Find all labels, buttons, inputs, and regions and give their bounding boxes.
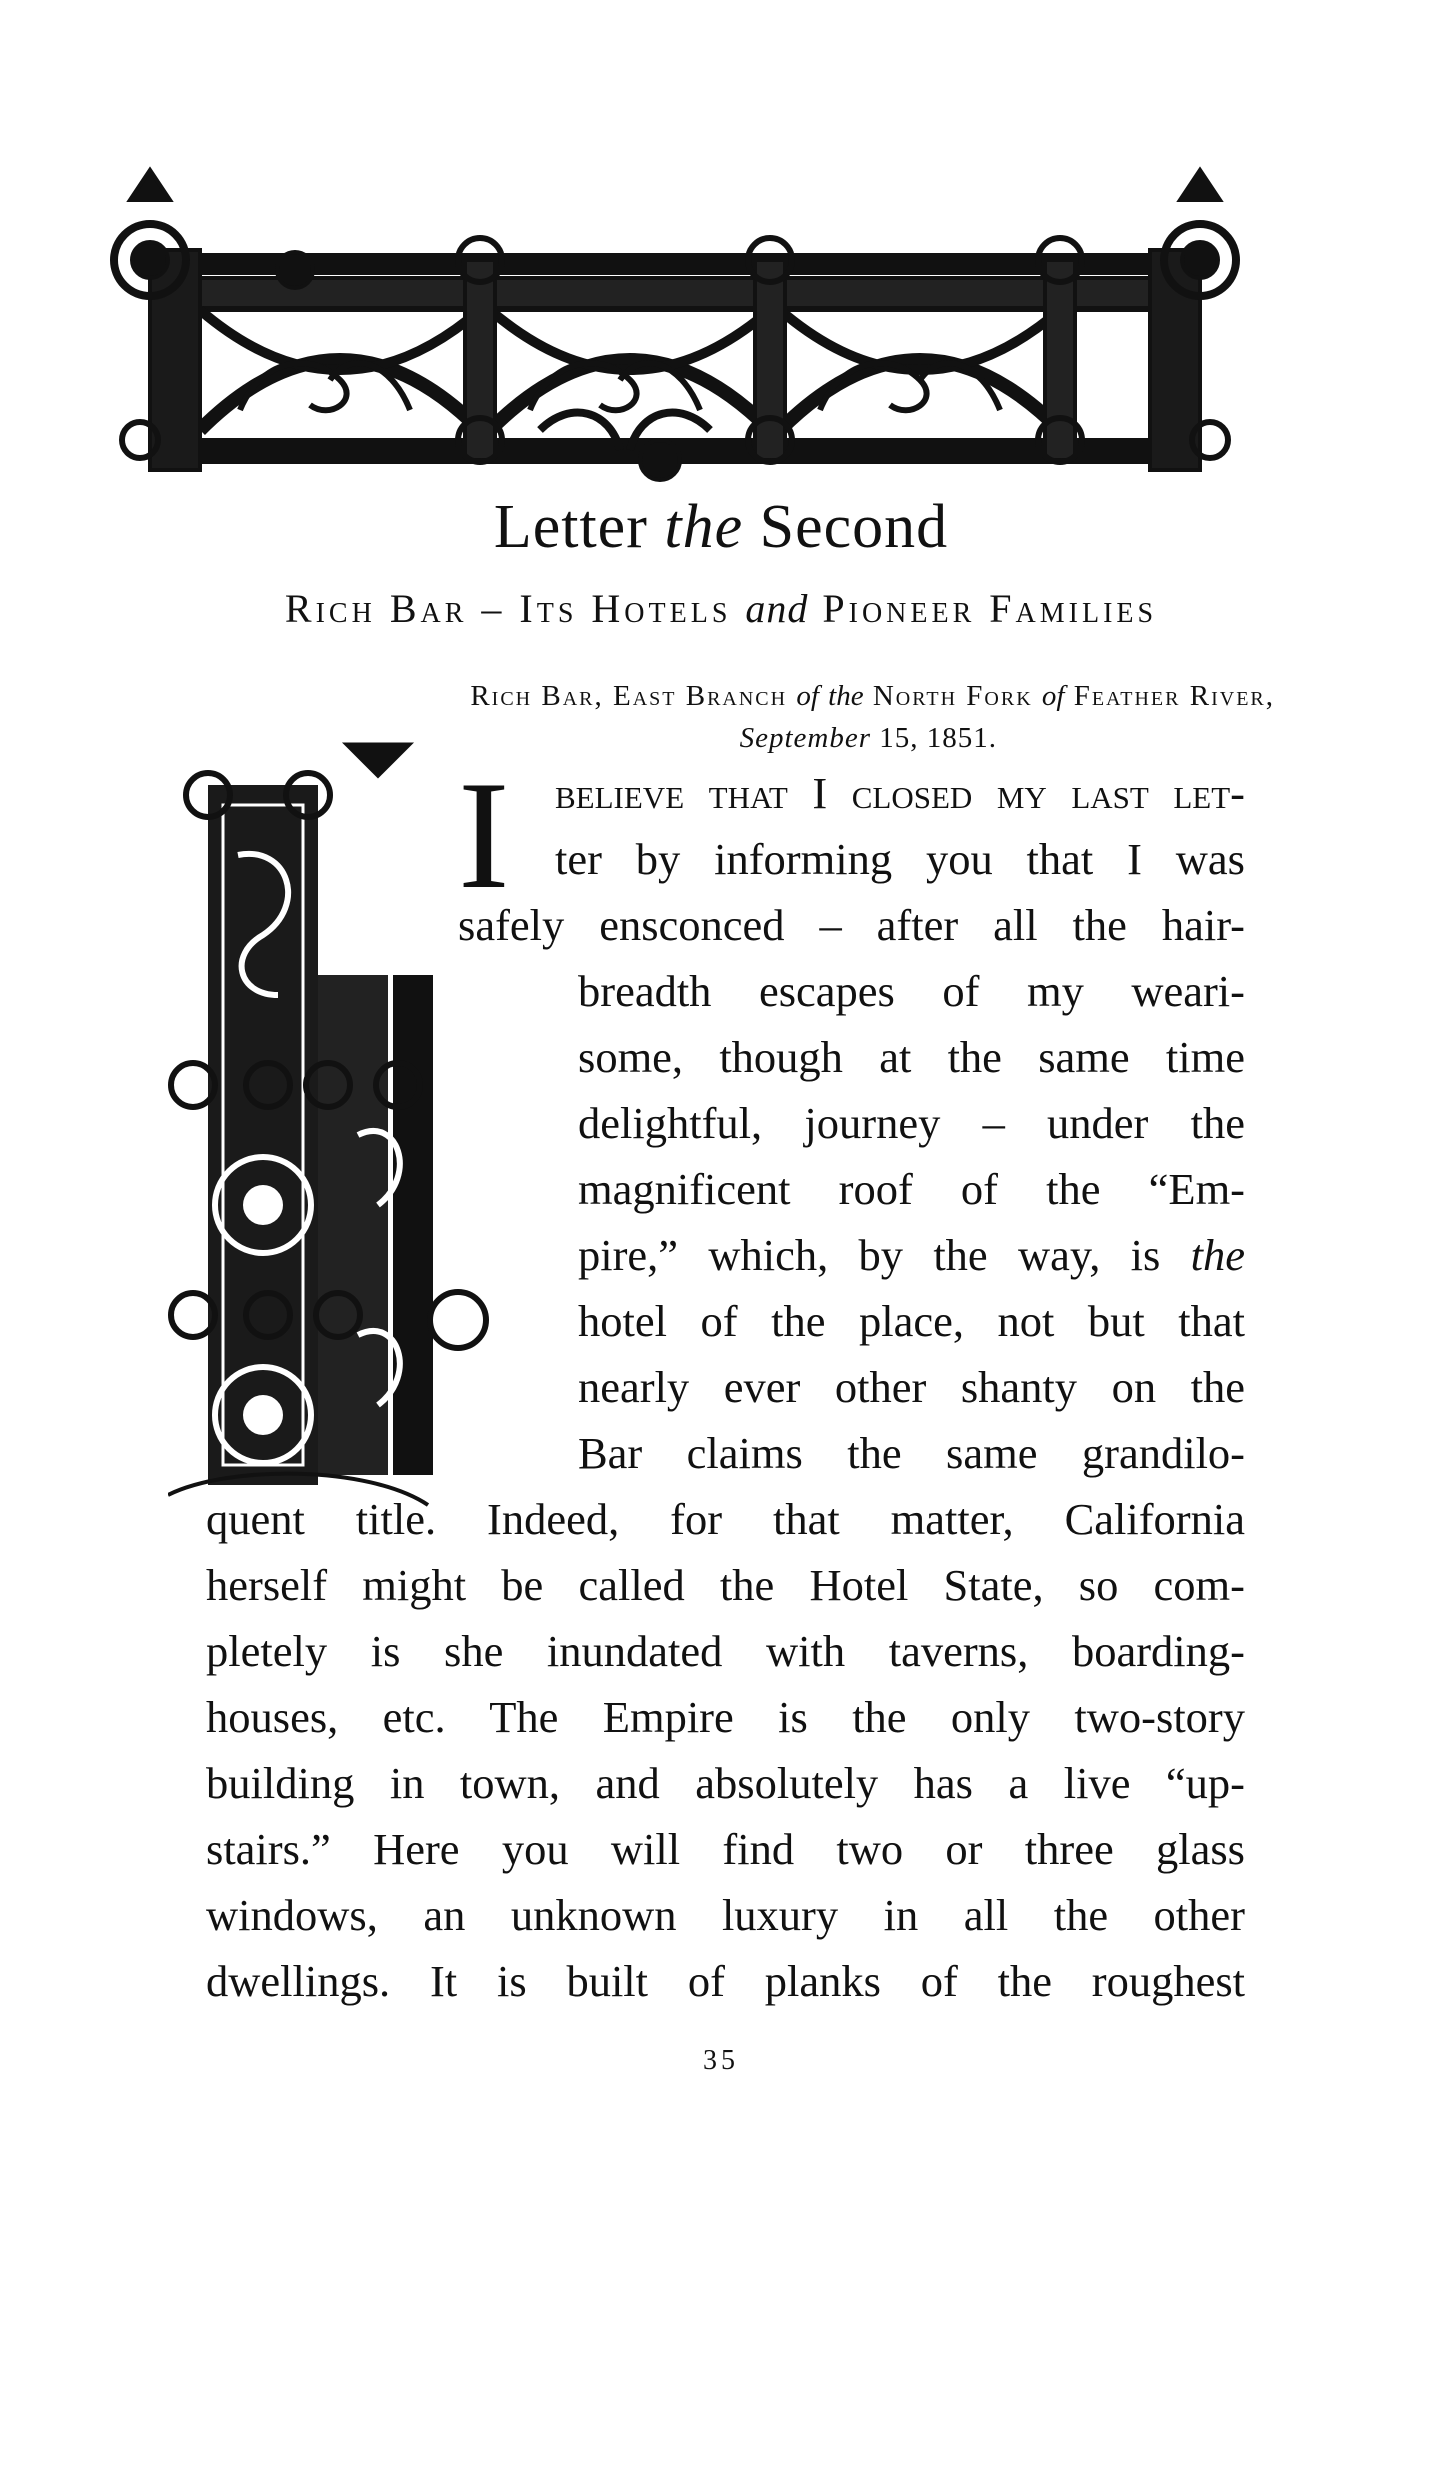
ornamental-headpiece <box>110 160 1240 490</box>
text-line: delightful, journey – under the <box>578 1098 1245 1148</box>
text-line: building in town, and absolutely has a live “up- <box>206 1758 1245 1808</box>
chapter-subtitle: Rich Bar – Its Hotels and Pioneer Families <box>284 586 1158 631</box>
text-line: nearly ever other shanty on the <box>578 1362 1245 1412</box>
text-line: windows, an unknown luxury in all the other <box>206 1890 1245 1940</box>
text-line: breadth escapes of my weari- <box>578 966 1245 1016</box>
text-line: ter by informing you that I was <box>555 834 1245 884</box>
dateline-place: Rich Bar, East Branch of the North Fork of Feather River, <box>470 680 1275 712</box>
text-line: houses, etc. The Empire is the only two-story <box>206 1692 1245 1742</box>
chapter-title: Letter the Second <box>493 493 949 561</box>
italic-emphasis: the <box>1190 1230 1245 1280</box>
text-line: herself might be called the Hotel State, so com- <box>206 1560 1245 1610</box>
text-line: Bar claims the same grandilo- <box>578 1428 1245 1478</box>
text-line: some, though at the same time <box>578 1032 1245 1082</box>
text-line: believe that I closed my last let- <box>555 768 1245 818</box>
text-line: quent title. Indeed, for that matter, California <box>206 1494 1245 1544</box>
text-line: hotel of the place, not but that <box>578 1296 1245 1346</box>
text-line: pletely is she inundated with taverns, boarding- <box>206 1626 1245 1676</box>
drop-cap: I <box>458 749 510 921</box>
text-line: pire,” which, by the way, is the <box>578 1230 1245 1280</box>
text-line: dwellings. It is built of planks of the roughest <box>206 1956 1245 2006</box>
page-number: 35 <box>703 2045 739 2076</box>
text-line: stairs.” Here you will find two or three glass <box>206 1824 1245 1874</box>
text-line: magnificent roof of the “Em- <box>578 1164 1245 1214</box>
text-line: safely ensconced – after all the hair- <box>458 900 1245 950</box>
dateline-date: September 15, 1851. <box>739 722 997 754</box>
